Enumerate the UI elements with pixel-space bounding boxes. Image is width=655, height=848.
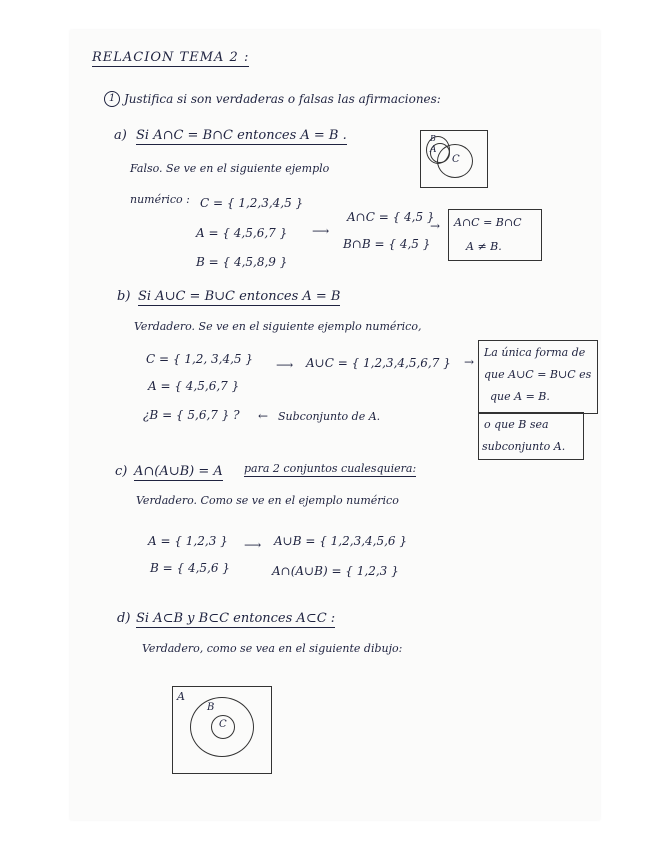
item-a-label: a) [114,128,127,143]
item-a-inter-bc: B∩B = { 4,5 } [343,237,431,251]
item-c-result: A∩(A∪B) = { 1,2,3 } [272,564,399,578]
item-c-arrow: ⟶ [244,538,262,552]
item-b-arrow: ⟶ [276,358,294,372]
item-c-union: A∪B = { 1,2,3,4,5,6 } [274,534,408,548]
item-a-box-line2: A ≠ B. [466,240,502,253]
item-d-venn-label-a: A [177,690,185,703]
item-a-box-line1: A∩C = B∩C [454,216,522,229]
exercise-statement: Justifica si son verdaderas o falsas las afirmaciones: [124,92,441,106]
item-b-set-a: A = { 4,5,6,7 } [148,379,240,393]
item-a-answer: Falso. Se ve en el siguiente ejemplo [130,162,330,175]
item-a-arrow: ⟶ [312,224,330,238]
item-d-venn-label-c: C [219,719,227,730]
item-a-claim: Si A∩C = B∩C entonces A = B . [136,128,347,143]
item-b-box1-line2: que A∪C = B∪C es [484,368,592,381]
item-b-subset-arrow: ← [258,409,269,423]
item-a-venn-label-b: B [430,134,436,143]
item-c-label: c) [115,464,128,479]
item-c-answer: Verdadero. Como se ve en el ejemplo numérico [136,494,399,507]
item-b-question: ¿B = { 5,6,7 } ? [143,408,240,422]
item-a-answer-cont: numérico : [130,193,190,206]
item-d-claim: Si A⊂B y B⊂C entonces A⊂C : [136,611,336,626]
item-b-subset-note: Subconjunto de A. [278,410,381,423]
item-b-box2-line1: o que B sea [484,418,549,431]
item-b-answer: Verdadero. Se ve en el siguiente ejemplo numérico, [134,320,422,333]
item-a-set-c: C = { 1,2,3,4,5 } [200,196,304,210]
item-b-box2-line2: subconjunto A. [482,440,566,453]
item-a-inter-ac: A∩C = { 4,5 } [347,210,435,224]
item-b-box1-line1: La única forma de [484,346,586,359]
exercise-number: 1 [104,91,120,107]
item-c-claim: A∩(A∪B) = A [134,464,223,479]
item-c-set-b: B = { 4,5,6 } [150,561,230,575]
item-d-label: d) [117,611,131,626]
item-a-venn-label-c: C [452,154,460,165]
item-a-set-a: A = { 4,5,6,7 } [196,226,288,240]
item-b-set-c: C = { 1,2, 3,4,5 } [146,352,254,366]
item-d-venn-label-b: B [207,702,215,713]
item-b-label: b) [117,289,131,304]
item-b-union: A∪C = { 1,2,3,4,5,6,7 } [306,356,451,370]
page-title: RELACION TEMA 2 : [92,50,250,65]
item-b-claim: Si A∪C = B∪C entonces A = B [138,289,341,304]
item-a-set-b: B = { 4,5,8,9 } [196,255,288,269]
item-b-box1-line3: que A = B. [490,390,550,403]
item-c-set-a: A = { 1,2,3 } [148,534,228,548]
item-a-arrow-box: → [430,219,441,233]
item-c-claim-tail: para 2 conjuntos cualesquiera: [244,462,417,475]
item-b-arrow-box: → [464,355,475,369]
item-d-answer: Verdadero, como se vea en el siguiente dibujo: [142,642,403,655]
item-a-venn-label-a: A [430,145,437,155]
